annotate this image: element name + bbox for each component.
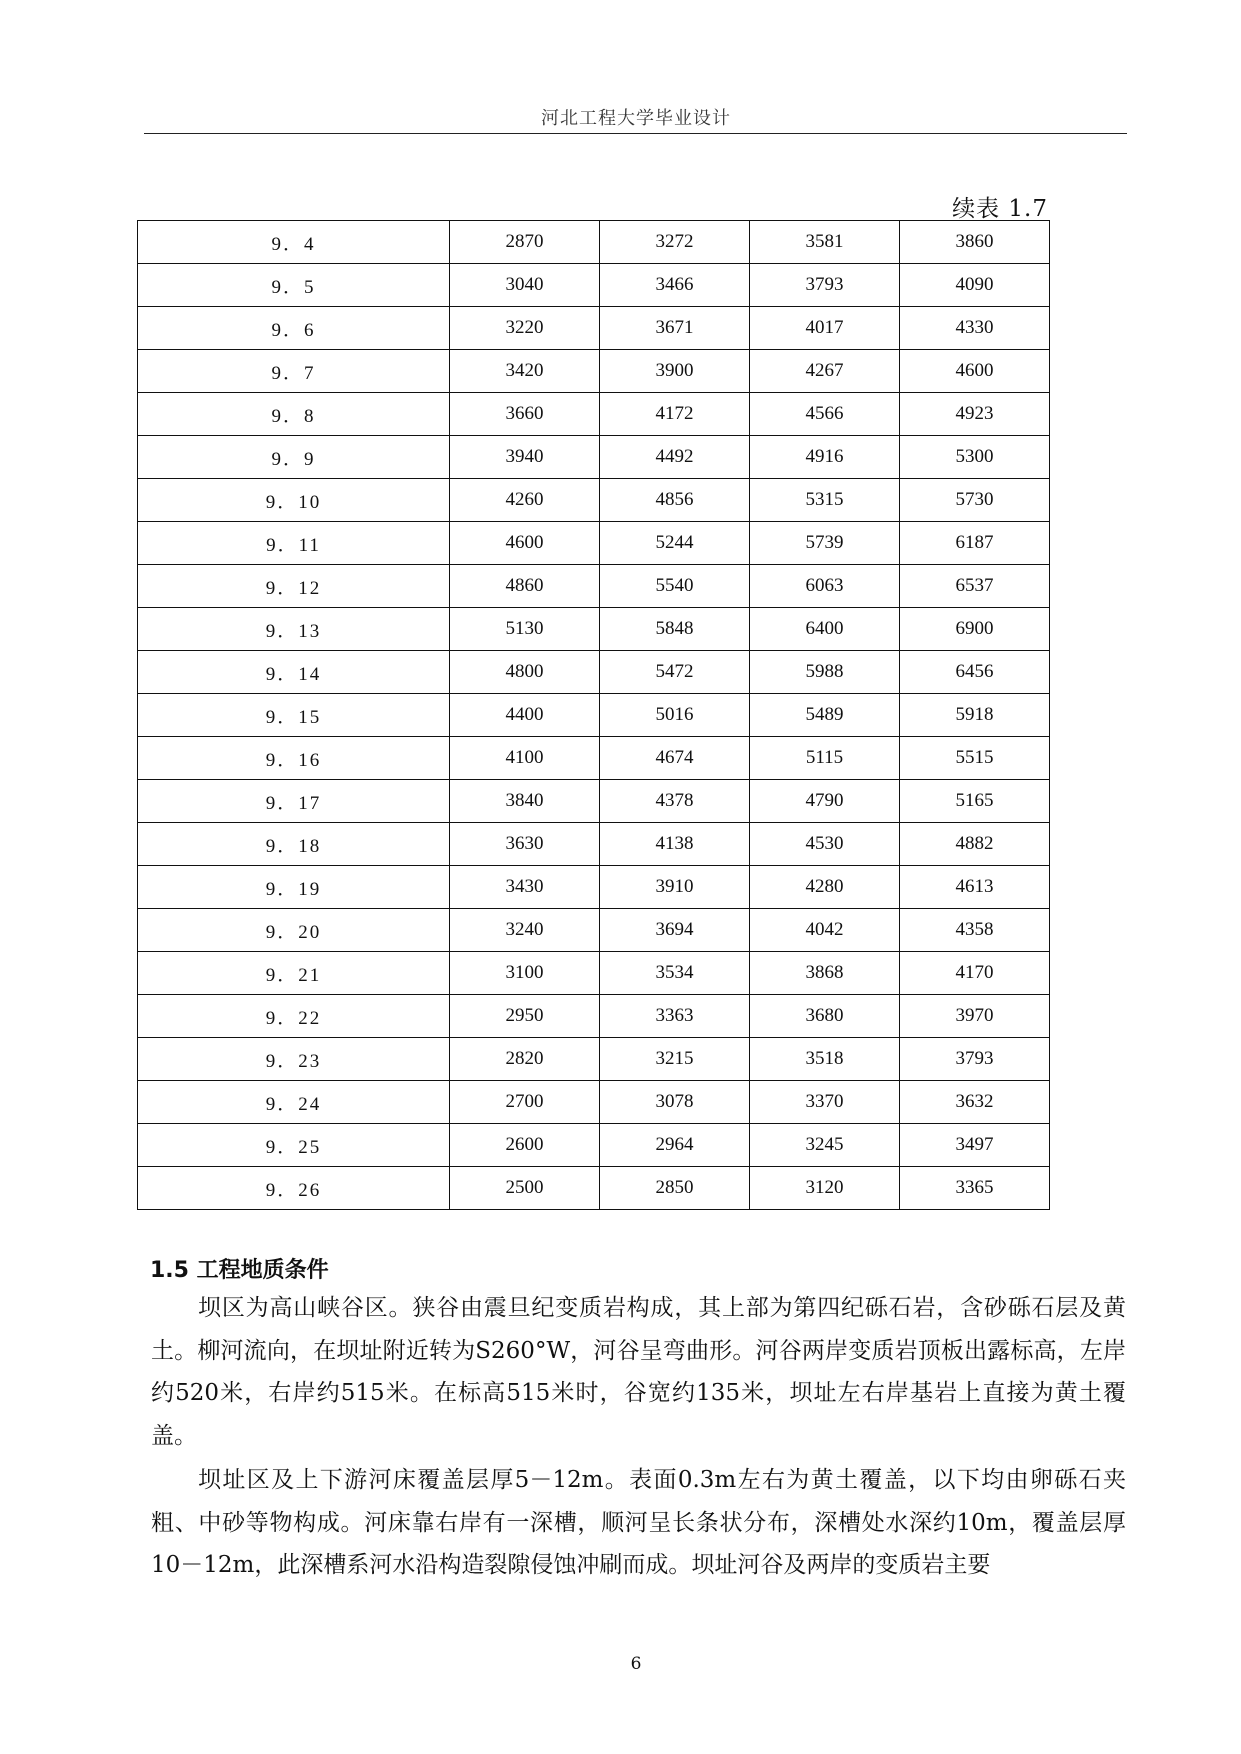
table-row	[138, 221, 1050, 264]
row-date-cell: 9．26	[138, 1167, 450, 1210]
row-value-cell: 6456	[900, 651, 1050, 694]
table-row	[138, 608, 1050, 651]
table-row	[138, 866, 1050, 909]
row-value-cell: 5848	[600, 608, 750, 651]
row-value-cell: 2700	[450, 1081, 600, 1124]
body-paragraph-1: 坝区为高山峡谷区。狭谷由震旦纪变质岩构成，其上部为第四纪砾石岩，含砂砾石层及黄土。柳河流向，在坝址附近转为S260°W，河谷呈弯曲形。河谷两岸变质岩顶板出露标高，左岸约520米，右岸约515米。在标高515米时，谷宽约135米，坝址左右岸基岩上直接为黄土覆盖。	[151, 1295, 1126, 1449]
row-value-cell: 6900	[900, 608, 1050, 651]
table-row	[138, 522, 1050, 565]
section-title: 1.5 工程地质条件	[150, 1258, 329, 1283]
row-value-cell: 3466	[600, 264, 750, 307]
row-value-cell: 3868	[750, 952, 900, 995]
table-row	[138, 651, 1050, 694]
row-value-cell: 4017	[750, 307, 900, 350]
table-row	[138, 1124, 1050, 1167]
table-row	[138, 479, 1050, 522]
row-value-cell: 4400	[450, 694, 600, 737]
row-date-cell: 9．15	[138, 694, 450, 737]
table-row	[138, 952, 1050, 995]
row-value-cell: 4923	[900, 393, 1050, 436]
row-value-cell: 3365	[900, 1167, 1050, 1210]
row-date-cell: 9．16	[138, 737, 450, 780]
row-value-cell: 3793	[900, 1038, 1050, 1081]
row-value-cell: 4530	[750, 823, 900, 866]
row-value-cell: 4860	[450, 565, 600, 608]
row-date-cell: 9．5	[138, 264, 450, 307]
row-value-cell: 4170	[900, 952, 1050, 995]
table-caption: 续表 1.7	[952, 196, 1048, 222]
row-value-cell: 6187	[900, 522, 1050, 565]
row-value-cell: 4378	[600, 780, 750, 823]
row-value-cell: 3630	[450, 823, 600, 866]
row-value-cell: 5016	[600, 694, 750, 737]
row-date-cell: 9．4	[138, 221, 450, 264]
row-value-cell: 3581	[750, 221, 900, 264]
row-value-cell: 3910	[600, 866, 750, 909]
row-value-cell: 4100	[450, 737, 600, 780]
row-value-cell: 4267	[750, 350, 900, 393]
row-date-cell: 9．9	[138, 436, 450, 479]
row-date-cell: 9．21	[138, 952, 450, 995]
row-date-cell: 9．12	[138, 565, 450, 608]
row-value-cell: 4566	[750, 393, 900, 436]
row-value-cell: 5489	[750, 694, 900, 737]
row-value-cell: 5165	[900, 780, 1050, 823]
row-value-cell: 2870	[450, 221, 600, 264]
row-value-cell: 5244	[600, 522, 750, 565]
row-value-cell: 6063	[750, 565, 900, 608]
table-row	[138, 737, 1050, 780]
row-value-cell: 5300	[900, 436, 1050, 479]
row-value-cell: 3240	[450, 909, 600, 952]
row-value-cell: 3497	[900, 1124, 1050, 1167]
row-value-cell: 3970	[900, 995, 1050, 1038]
header-divider	[144, 133, 1127, 134]
table-row	[138, 694, 1050, 737]
row-value-cell: 5988	[750, 651, 900, 694]
row-value-cell: 3694	[600, 909, 750, 952]
row-value-cell: 5115	[750, 737, 900, 780]
row-value-cell: 5739	[750, 522, 900, 565]
table-row	[138, 1038, 1050, 1081]
row-value-cell: 4330	[900, 307, 1050, 350]
row-value-cell: 3534	[600, 952, 750, 995]
row-value-cell: 5730	[900, 479, 1050, 522]
row-value-cell: 3680	[750, 995, 900, 1038]
row-value-cell: 4882	[900, 823, 1050, 866]
row-value-cell: 3430	[450, 866, 600, 909]
row-value-cell: 3840	[450, 780, 600, 823]
row-date-cell: 9．17	[138, 780, 450, 823]
row-value-cell: 3120	[750, 1167, 900, 1210]
row-date-cell: 9．18	[138, 823, 450, 866]
table-row	[138, 995, 1050, 1038]
row-value-cell: 3860	[900, 221, 1050, 264]
row-value-cell: 6400	[750, 608, 900, 651]
row-value-cell: 4613	[900, 866, 1050, 909]
row-value-cell: 4600	[900, 350, 1050, 393]
page-number: 6	[630, 1654, 642, 1674]
row-value-cell: 5472	[600, 651, 750, 694]
row-value-cell: 4674	[600, 737, 750, 780]
row-value-cell: 4172	[600, 393, 750, 436]
row-value-cell: 3900	[600, 350, 750, 393]
row-value-cell: 5515	[900, 737, 1050, 780]
row-value-cell: 3940	[450, 436, 600, 479]
row-value-cell: 4358	[900, 909, 1050, 952]
row-date-cell: 9．14	[138, 651, 450, 694]
row-date-cell: 9．24	[138, 1081, 450, 1124]
row-value-cell: 4042	[750, 909, 900, 952]
row-value-cell: 4280	[750, 866, 900, 909]
row-value-cell: 3370	[750, 1081, 900, 1124]
row-date-cell: 9．11	[138, 522, 450, 565]
row-value-cell: 4600	[450, 522, 600, 565]
row-value-cell: 3363	[600, 995, 750, 1038]
table-row	[138, 565, 1050, 608]
row-value-cell: 3420	[450, 350, 600, 393]
page-header-title: 河北工程大学毕业设计	[541, 108, 731, 129]
table-row	[138, 909, 1050, 952]
row-date-cell: 9．8	[138, 393, 450, 436]
row-date-cell: 9．20	[138, 909, 450, 952]
row-value-cell: 3078	[600, 1081, 750, 1124]
table-row	[138, 780, 1050, 823]
row-date-cell: 9．13	[138, 608, 450, 651]
row-date-cell: 9．25	[138, 1124, 450, 1167]
row-date-cell: 9．22	[138, 995, 450, 1038]
table-row	[138, 1167, 1050, 1210]
row-value-cell: 2964	[600, 1124, 750, 1167]
row-value-cell: 3632	[900, 1081, 1050, 1124]
row-value-cell: 4916	[750, 436, 900, 479]
row-value-cell: 3100	[450, 952, 600, 995]
row-value-cell: 2850	[600, 1167, 750, 1210]
row-value-cell: 3215	[600, 1038, 750, 1081]
row-value-cell: 3220	[450, 307, 600, 350]
table-row	[138, 264, 1050, 307]
table-row	[138, 393, 1050, 436]
row-value-cell: 3518	[750, 1038, 900, 1081]
table-row	[138, 823, 1050, 866]
row-value-cell: 4856	[600, 479, 750, 522]
row-date-cell: 9．7	[138, 350, 450, 393]
runoff-table	[137, 220, 1050, 1210]
row-date-cell: 9．6	[138, 307, 450, 350]
row-value-cell: 6537	[900, 565, 1050, 608]
table-row	[138, 307, 1050, 350]
row-value-cell: 4260	[450, 479, 600, 522]
table-row	[138, 350, 1050, 393]
row-value-cell: 5540	[600, 565, 750, 608]
row-value-cell: 2500	[450, 1167, 600, 1210]
row-value-cell: 2950	[450, 995, 600, 1038]
row-value-cell: 5130	[450, 608, 600, 651]
table-row	[138, 1081, 1050, 1124]
row-date-cell: 9．10	[138, 479, 450, 522]
row-value-cell: 3245	[750, 1124, 900, 1167]
row-value-cell: 3660	[450, 393, 600, 436]
row-date-cell: 9．19	[138, 866, 450, 909]
row-value-cell: 4790	[750, 780, 900, 823]
row-value-cell: 3671	[600, 307, 750, 350]
body-paragraph-2: 坝址区及上下游河床覆盖层厚5－12m。表面0.3m左右为黄土覆盖，以下均由卵砾石夹粗、中砂等物构成。河床靠右岸有一深槽，顺河呈长条状分布，深槽处水深约10m，覆盖层厚10－12m，此深槽系河水沿构造裂隙侵蚀冲刷而成。坝址河谷及两岸的变质岩主要	[151, 1467, 1126, 1578]
row-value-cell: 2600	[450, 1124, 600, 1167]
row-value-cell: 3272	[600, 221, 750, 264]
row-value-cell: 5918	[900, 694, 1050, 737]
row-value-cell: 4800	[450, 651, 600, 694]
table-body	[138, 221, 1050, 1210]
row-value-cell: 4138	[600, 823, 750, 866]
row-value-cell: 4090	[900, 264, 1050, 307]
table-row	[138, 436, 1050, 479]
row-date-cell: 9．23	[138, 1038, 450, 1081]
row-value-cell: 3793	[750, 264, 900, 307]
row-value-cell: 3040	[450, 264, 600, 307]
row-value-cell: 2820	[450, 1038, 600, 1081]
row-value-cell: 4492	[600, 436, 750, 479]
row-value-cell: 5315	[750, 479, 900, 522]
